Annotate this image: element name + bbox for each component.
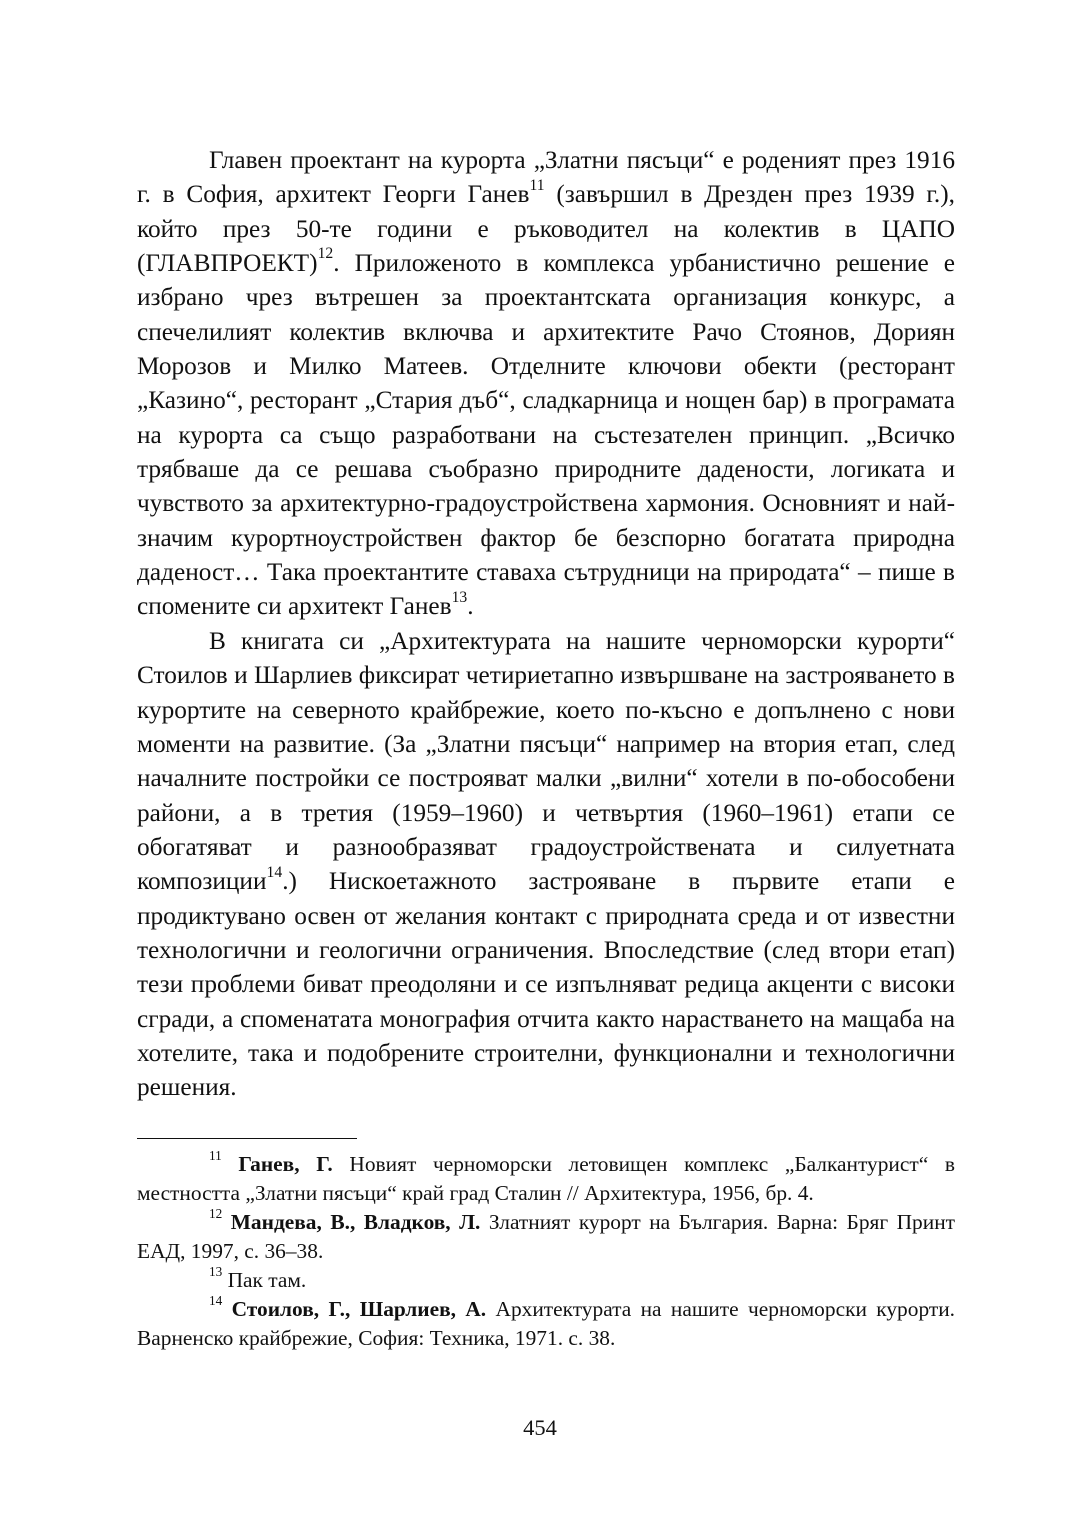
paragraph-1-text-b: (завършил в Дрезден през 1939 г.), който през 50-те години е ръководител на колектив в ЦАПО (ГЛАВПРОЕКТ) — [137, 180, 955, 278]
page-number: 454 — [523, 1415, 557, 1440]
footnotes — [137, 1150, 955, 1353]
paragraph-1-text-a: Главен проектант на курорта „Златни пясъци“ е роденият през 1916 г. в София, архитект Георги Ганев — [137, 146, 955, 209]
paragraph-2-text-a: В книгата си „Архитектурата на нашите черноморски курорти“ Стоилов и Шарлиев фиксират четириетапно извършване на застрояването в курортите на северното крайбрежие, което по-късно е допълнено с нови моменти на развитие. (За „Златни пясъци“ например на втория етап, след началните постройки се построяват малки „вилни“ хотели в по-обособени райони, а в третия (1959–1960) и четвъртия (1960–1961) етапи се обогатяват и разнообразяват градоустройствената и силуетната композиции — [137, 626, 955, 896]
footnote-12 — [137, 1208, 955, 1266]
paragraph-2 — [137, 624, 955, 1105]
footnote-ref-11[interactable]: 11 — [529, 176, 545, 194]
footnote-author: Ганев, Г. — [238, 1152, 333, 1176]
footnote-separator — [137, 1138, 357, 1139]
footnote-11 — [137, 1150, 955, 1208]
paragraph-1 — [137, 143, 955, 624]
footnote-13 — [137, 1266, 955, 1295]
paragraph-2-text-b: .) Нискоетажното застрояване в първите етапи е продиктувано освен от желания контакт с природната среда и от известни технологични и геологични ограничения. Впоследствие (след втори етап) тези проблеми биват преодоляни и се изпълняват редица акценти с високи сгради, а споменатата монография отчита както нарастването на мащаба на хотелите, така и подобрените строителни, функционални и технологични решения. — [137, 867, 955, 1102]
footnote-text: Архитектурата на нашите черноморски курорти. Варненско крайбрежие, София: Техника, 1971. с. 38. — [137, 1297, 955, 1350]
footnote-14 — [137, 1295, 955, 1353]
paragraph-1-text-c: . Приложеното в комплекса урбанистично решение е избрано чрез вътрешен за проектантската организация конкурс, а спечелилият колектив включва и архитектите Рачо Стоянов, Дориян Морозов и Милко Матеев. Отделните ключови обекти (ресторант „Казино“, ресторант „Стария дъб“, сладкарница и нощен бар) в програмата на курорта са също разработвани на състезателен принцип. „Всичко трябваше да се решава съобразно природните дадености, логиката и чувството за архитектурно-градоустройствена хармония. Основният и най-значим курортноустройствен фактор бе безспорно богатата природна даденост… Така проектантите ставаха сътрудници на природата“ – пише в спомените си архитект Ганев — [137, 249, 955, 621]
footnote-text: Златният курорт на България. Варна: Бряг Принт ЕАД, 1997, с. 36–38. — [137, 1210, 955, 1263]
footnote-number: 11 — [209, 1148, 222, 1164]
paragraph-1-text-d: . — [467, 592, 474, 621]
footnote-number: 13 — [209, 1264, 223, 1280]
body-text — [137, 143, 955, 1105]
footnote-author: Стоилов, Г., Шарлиев, А. — [231, 1297, 487, 1321]
footnote-number: 14 — [209, 1293, 223, 1309]
footnote-ref-13[interactable]: 13 — [451, 588, 468, 606]
footnote-ref-12[interactable]: 12 — [317, 245, 334, 263]
footnote-number: 12 — [209, 1206, 223, 1222]
footnote-text: Новият черноморски летовищен комплекс „Балкантурист“ в местността „Златни пясъци“ край град Сталин // Архитектура, 1956, бр. 4. — [137, 1152, 955, 1205]
footnote-ref-14[interactable]: 14 — [266, 863, 283, 881]
footnote-author: Мандева, В., Владков, Л. — [230, 1210, 481, 1234]
footnote-text: Пак там. — [222, 1268, 307, 1292]
